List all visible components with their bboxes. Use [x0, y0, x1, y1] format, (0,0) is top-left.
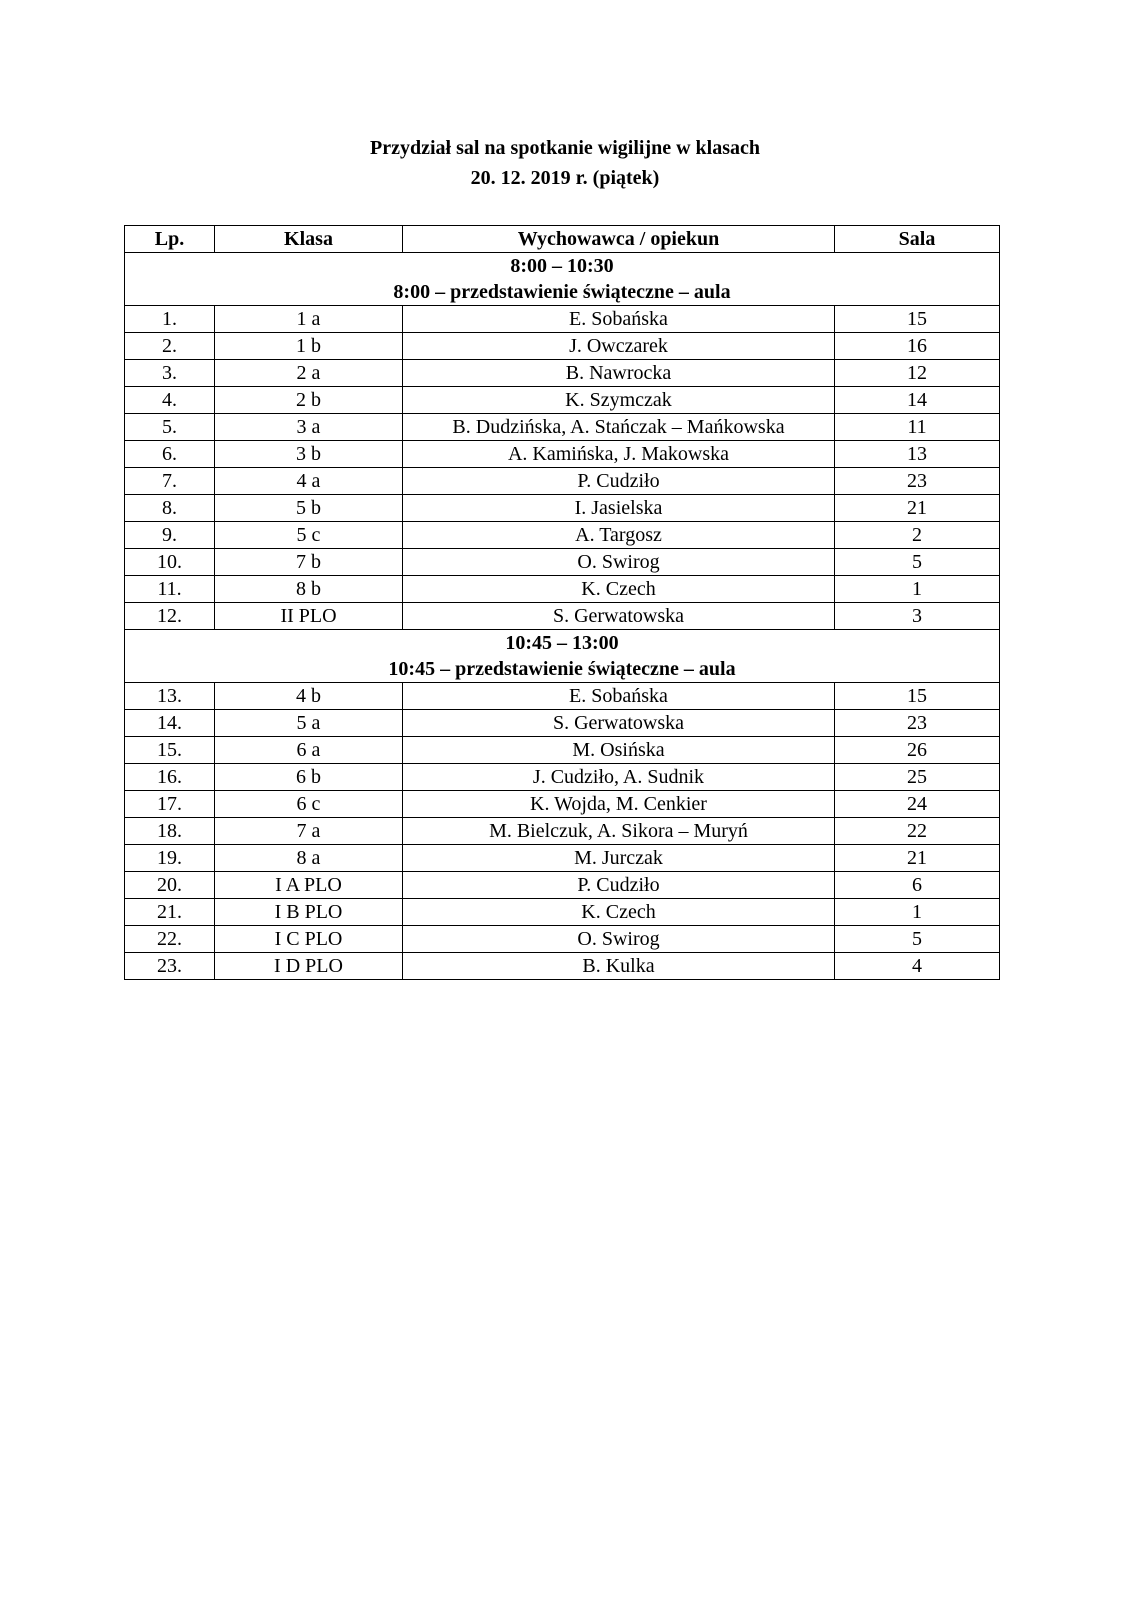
- cell-klasa: 5 c: [215, 522, 403, 549]
- cell-sala: 13: [835, 441, 1000, 468]
- cell-lp: 22.: [125, 926, 215, 953]
- header-lp: Lp.: [125, 226, 215, 253]
- cell-wychowawca: M. Bielczuk, A. Sikora – Muryń: [403, 818, 835, 845]
- section-time: 8:00 – 10:30: [510, 255, 614, 277]
- cell-klasa: 6 b: [215, 764, 403, 791]
- cell-klasa: II PLO: [215, 603, 403, 630]
- cell-klasa: 2 a: [215, 360, 403, 387]
- cell-klasa: 8 b: [215, 576, 403, 603]
- cell-wychowawca: P. Cudziło: [403, 468, 835, 495]
- cell-wychowawca: B. Dudzińska, A. Stańczak – Mańkowska: [403, 414, 835, 441]
- cell-lp: 21.: [125, 899, 215, 926]
- cell-sala: 15: [835, 683, 1000, 710]
- table-row: [125, 468, 1000, 495]
- table-row: [125, 710, 1000, 737]
- header-sala: Sala: [835, 226, 1000, 253]
- table-row: [125, 926, 1000, 953]
- table-body: [125, 253, 1000, 980]
- cell-klasa: I B PLO: [215, 899, 403, 926]
- table-row: [125, 737, 1000, 764]
- section-header-cell: [125, 630, 1000, 683]
- cell-wychowawca: J. Cudziło, A. Sudnik: [403, 764, 835, 791]
- cell-lp: 13.: [125, 683, 215, 710]
- cell-sala: 26: [835, 737, 1000, 764]
- cell-lp: 5.: [125, 414, 215, 441]
- table-row: [125, 899, 1000, 926]
- table-row: [125, 845, 1000, 872]
- section-note: 10:45 – przedstawienie świąteczne – aula: [388, 658, 736, 680]
- table-row: [125, 441, 1000, 468]
- cell-wychowawca: K. Wojda, M. Cenkier: [403, 791, 835, 818]
- cell-lp: 20.: [125, 872, 215, 899]
- cell-lp: 15.: [125, 737, 215, 764]
- cell-sala: 23: [835, 710, 1000, 737]
- cell-klasa: 1 a: [215, 306, 403, 333]
- cell-wychowawca: S. Gerwatowska: [403, 710, 835, 737]
- cell-sala: 11: [835, 414, 1000, 441]
- cell-wychowawca: J. Owczarek: [403, 333, 835, 360]
- table-row: [125, 764, 1000, 791]
- cell-lp: 14.: [125, 710, 215, 737]
- table-row: [125, 360, 1000, 387]
- document-title: Przydział sal na spotkanie wigilijne w klasach: [369, 137, 761, 159]
- section-note: 8:00 – przedstawienie świąteczne – aula: [393, 281, 731, 303]
- table-row: [125, 791, 1000, 818]
- cell-sala: 24: [835, 791, 1000, 818]
- cell-lp: 8.: [125, 495, 215, 522]
- cell-lp: 12.: [125, 603, 215, 630]
- cell-lp: 10.: [125, 549, 215, 576]
- cell-klasa: 3 b: [215, 441, 403, 468]
- cell-wychowawca: A. Kamińska, J. Makowska: [403, 441, 835, 468]
- cell-sala: 16: [835, 333, 1000, 360]
- cell-sala: 12: [835, 360, 1000, 387]
- section-header-row: [125, 630, 1000, 683]
- cell-wychowawca: M. Jurczak: [403, 845, 835, 872]
- cell-klasa: I A PLO: [215, 872, 403, 899]
- cell-wychowawca: O. Swirog: [403, 549, 835, 576]
- cell-sala: 21: [835, 495, 1000, 522]
- cell-klasa: I D PLO: [215, 953, 403, 980]
- cell-lp: 9.: [125, 522, 215, 549]
- cell-wychowawca: K. Czech: [403, 576, 835, 603]
- cell-klasa: 7 b: [215, 549, 403, 576]
- table-row: [125, 522, 1000, 549]
- cell-lp: 7.: [125, 468, 215, 495]
- document-date: 20. 12. 2019 r. (piątek): [470, 167, 660, 189]
- table-row: [125, 306, 1000, 333]
- cell-klasa: 7 a: [215, 818, 403, 845]
- section-header-row: [125, 253, 1000, 306]
- cell-wychowawca: B. Nawrocka: [403, 360, 835, 387]
- cell-wychowawca: E. Sobańska: [403, 683, 835, 710]
- cell-sala: 15: [835, 306, 1000, 333]
- cell-sala: 4: [835, 953, 1000, 980]
- cell-lp: 19.: [125, 845, 215, 872]
- cell-lp: 1.: [125, 306, 215, 333]
- cell-sala: 22: [835, 818, 1000, 845]
- cell-lp: 17.: [125, 791, 215, 818]
- cell-wychowawca: I. Jasielska: [403, 495, 835, 522]
- cell-sala: 21: [835, 845, 1000, 872]
- cell-sala: 2: [835, 522, 1000, 549]
- cell-lp: 4.: [125, 387, 215, 414]
- cell-lp: 6.: [125, 441, 215, 468]
- cell-klasa: 6 c: [215, 791, 403, 818]
- cell-wychowawca: E. Sobańska: [403, 306, 835, 333]
- cell-wychowawca: K. Czech: [403, 899, 835, 926]
- cell-sala: 3: [835, 603, 1000, 630]
- table-header-row: [125, 226, 1000, 253]
- section-time: 10:45 – 13:00: [505, 632, 619, 654]
- cell-sala: 6: [835, 872, 1000, 899]
- cell-wychowawca: P. Cudziło: [403, 872, 835, 899]
- cell-sala: 5: [835, 926, 1000, 953]
- table-row: [125, 495, 1000, 522]
- table-row: [125, 414, 1000, 441]
- cell-klasa: 6 a: [215, 737, 403, 764]
- cell-sala: 5: [835, 549, 1000, 576]
- cell-wychowawca: S. Gerwatowska: [403, 603, 835, 630]
- cell-wychowawca: K. Szymczak: [403, 387, 835, 414]
- cell-klasa: 8 a: [215, 845, 403, 872]
- table-row: [125, 549, 1000, 576]
- table-row: [125, 603, 1000, 630]
- cell-wychowawca: A. Targosz: [403, 522, 835, 549]
- table-row: [125, 576, 1000, 603]
- cell-sala: 25: [835, 764, 1000, 791]
- cell-sala: 1: [835, 576, 1000, 603]
- table-row: [125, 872, 1000, 899]
- cell-klasa: 1 b: [215, 333, 403, 360]
- cell-lp: 2.: [125, 333, 215, 360]
- table-row: [125, 818, 1000, 845]
- cell-lp: 11.: [125, 576, 215, 603]
- cell-wychowawca: O. Swirog: [403, 926, 835, 953]
- header-wychowawca: Wychowawca / opiekun: [403, 226, 835, 253]
- cell-sala: 23: [835, 468, 1000, 495]
- cell-klasa: 4 a: [215, 468, 403, 495]
- table-row: [125, 683, 1000, 710]
- cell-klasa: 3 a: [215, 414, 403, 441]
- cell-lp: 18.: [125, 818, 215, 845]
- cell-klasa: 5 a: [215, 710, 403, 737]
- cell-lp: 23.: [125, 953, 215, 980]
- cell-lp: 16.: [125, 764, 215, 791]
- table-row: [125, 387, 1000, 414]
- cell-klasa: 4 b: [215, 683, 403, 710]
- cell-wychowawca: B. Kulka: [403, 953, 835, 980]
- table-row: [125, 953, 1000, 980]
- cell-klasa: 5 b: [215, 495, 403, 522]
- cell-sala: 14: [835, 387, 1000, 414]
- room-allocation-table: [124, 225, 1000, 980]
- cell-klasa: I C PLO: [215, 926, 403, 953]
- cell-sala: 1: [835, 899, 1000, 926]
- section-header-cell: [125, 253, 1000, 306]
- cell-lp: 3.: [125, 360, 215, 387]
- cell-klasa: 2 b: [215, 387, 403, 414]
- cell-wychowawca: M. Osińska: [403, 737, 835, 764]
- header-klasa: Klasa: [215, 226, 403, 253]
- table-row: [125, 333, 1000, 360]
